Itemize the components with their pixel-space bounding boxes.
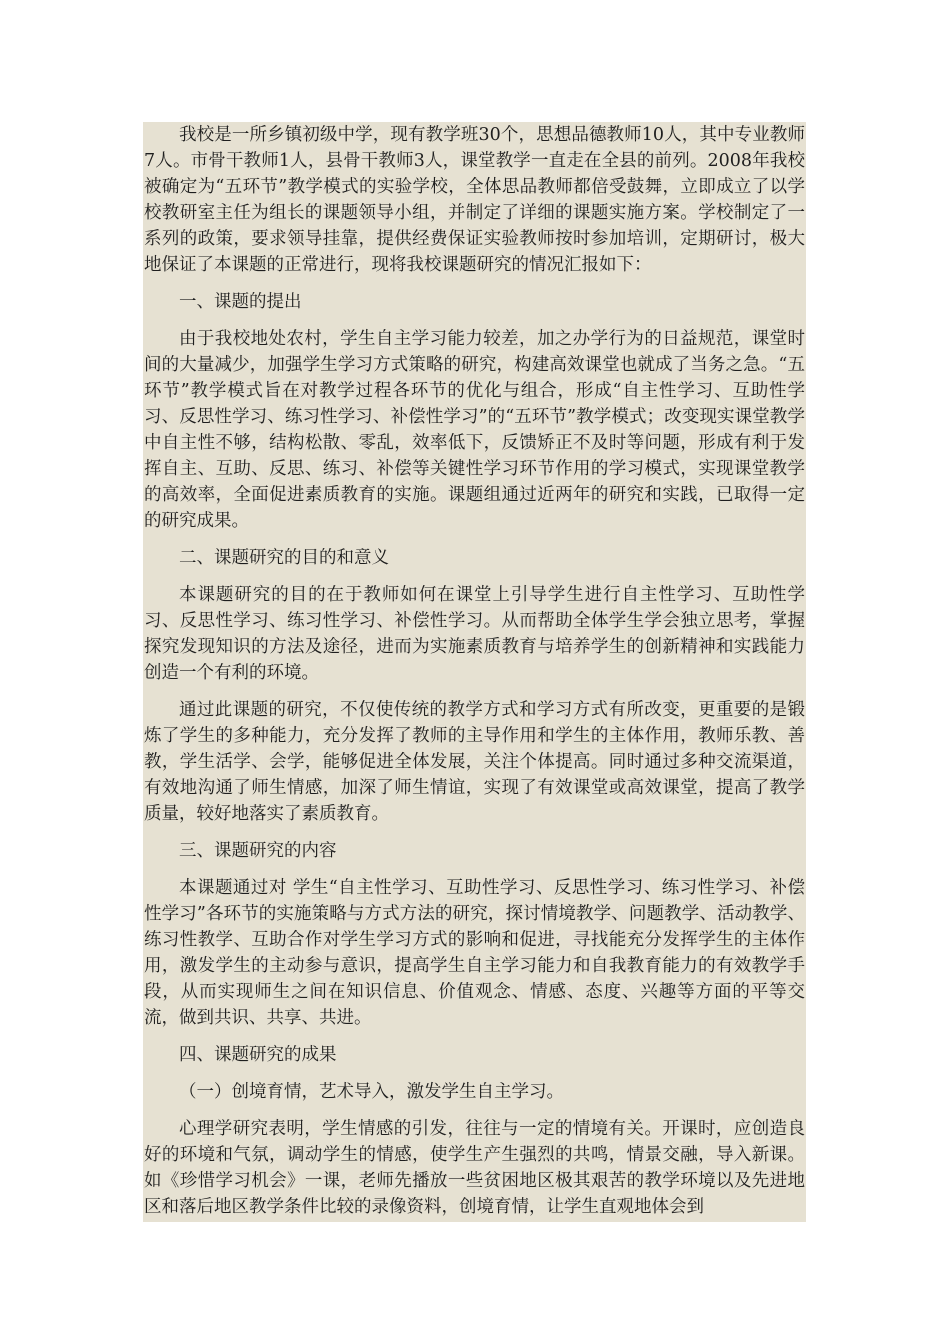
- section-heading-3: 三、课题研究的内容: [179, 841, 337, 861]
- section-heading-4: 四、课题研究的成果: [179, 1045, 337, 1065]
- section-2-paragraph-1: 本课题研究的目的在于教师如何在课堂上引导学生进行自主性学习、互助性学习、反思性学习、练习性学习、补偿性学习。从而帮助全体学生学会独立思考，掌握探究发现知识的方法及途径，进而为实施素质教育与培养学生的创新精神和实践能力创造一个有利的环境。: [144, 585, 805, 683]
- section-3-paragraph: 本课题通过对 学生“自主性学习、互助性学习、反思性学习、练习性学习、补偿性学习”各环节的实施策略与方式方法的研究，探讨情境教学、问题教学、活动教学、练习性教学、互助合作对学生学习方式的影响和促进，寻找能充分发挥学生的主体作用，激发学生的主动参与意识，提高学生自主学习能力和自我教育能力的有效教学手段，从而实现师生之间在知识信息、价值观念、情感、态度、兴趣等方面的平等交流，做到共识、共享、共进。: [144, 878, 805, 1028]
- subsection-heading-1: （一）创境育情，艺术导入，激发学生自主学习。: [179, 1082, 564, 1102]
- intro-paragraph: 我校是一所乡镇初级中学，现有教学班30个，思想品德教师10人，其中专业教师7人。市骨干教师1人，县骨干教师3人，课堂教学一直走在全县的前列。2008年我校被确定为“五环节”教学模式的实验学校，全体思品教师都倍受鼓舞，立即成立了以学校教研室主任为组长的课题领导小组，并制定了详细的课题实施方案。学校制定了一系列的政策，要求领导挂靠，提供经费保证实验教师按时参加培训，定期研讨，极大地保证了本课题的正常进行，现将我校课题研究的情况汇报如下：: [144, 125, 805, 275]
- section-heading-1: 一、课题的提出: [179, 292, 302, 312]
- section-heading-2: 二、课题研究的目的和意义: [179, 548, 389, 568]
- text-block: [143, 122, 806, 1222]
- section-1-paragraph: 由于我校地处农村，学生自主学习能力较差，加之办学行为的日益规范，课堂时间的大量减少，加强学生学习方式策略的研究，构建高效课堂也就成了当务之急。“五环节”教学模式旨在对教学过程各环节的优化与组合，形成“自主性学习、互助性学习、反思性学习、练习性学习、补偿性学习”的“五环节”教学模式；改变现实课堂教学中自主性不够，结构松散、零乱，效率低下，反馈矫正不及时等问题，形成有利于发挥自主、互助、反思、练习、补偿等关键性学习环节作用的学习模式，实现课堂教学的高效率，全面促进素质教育的实施。课题组通过近两年的研究和实践，已取得一定的研究成果。: [144, 329, 805, 531]
- section-2-paragraph-2: 通过此课题的研究，不仅使传统的教学方式和学习方式有所改变，更重要的是锻炼了学生的多种能力，充分发挥了教师的主导作用和学生的主体作用，教师乐教、善教，学生活学、会学，能够促进全体发展，关注个体提高。同时通过多种交流渠道，有效地沟通了师生情感，加深了师生情谊，实现了有效课堂或高效课堂，提高了教学质量，较好地落实了素质教育。: [144, 700, 805, 824]
- subsection-1-paragraph: 心理学研究表明，学生情感的引发，往往与一定的情境有关。开课时，应创造良好的环境和气氛，调动学生的情感，使学生产生强烈的共鸣，情景交融，导入新课。如《珍惜学习机会》一课，老师先播放一些贫困地区极其艰苦的教学环境以及先进地区和落后地区教学条件比较的录像资料，创境育情，让学生直观地体会到: [144, 1119, 805, 1217]
